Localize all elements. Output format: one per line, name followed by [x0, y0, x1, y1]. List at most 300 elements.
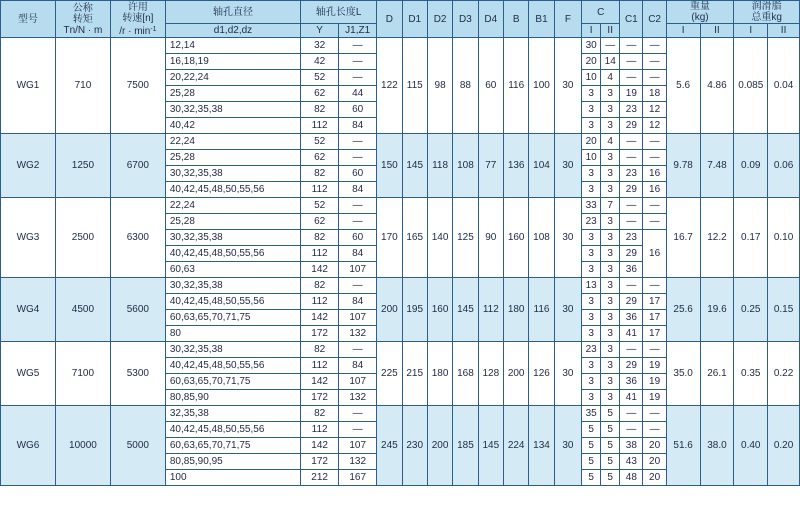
length-y-cell: 82 — [301, 406, 339, 422]
length-j-cell: 107 — [339, 310, 377, 326]
speed-cell: 6700 — [110, 134, 165, 198]
dim-D4-cell: 112 — [478, 278, 503, 342]
dim-F-cell: 30 — [554, 278, 581, 342]
length-j-cell: — — [339, 134, 377, 150]
c-I-cell: 3 — [582, 246, 601, 262]
length-y-cell: 82 — [301, 166, 339, 182]
table-header — [1, 1, 800, 38]
grease-I-cell: 0.085 — [734, 38, 768, 134]
length-j-cell: — — [339, 342, 377, 358]
header-C-I: I — [582, 24, 601, 38]
length-y-cell: 142 — [301, 374, 339, 390]
length-j-cell: — — [339, 150, 377, 166]
dim-B1-cell: 104 — [529, 134, 554, 198]
dim-F-cell: 30 — [554, 198, 581, 278]
c-I-cell: 5 — [582, 422, 601, 438]
header-speed-line2: 转速[n] — [122, 12, 154, 24]
length-y-cell: 52 — [301, 198, 339, 214]
bore-diameter-cell: 25,28 — [165, 86, 300, 102]
table-row — [1, 278, 800, 294]
length-j-cell: 132 — [339, 454, 377, 470]
c2-cell: — — [643, 342, 666, 358]
c1-cell: 29 — [620, 246, 643, 262]
c1-cell: 19 — [620, 86, 643, 102]
bore-diameter-cell: 80 — [165, 326, 300, 342]
c-I-cell: 5 — [582, 438, 601, 454]
c2-cell: — — [643, 54, 666, 70]
length-y-cell: 112 — [301, 118, 339, 134]
speed-cell: 5000 — [110, 406, 165, 486]
c-I-cell: 10 — [582, 70, 601, 86]
bore-diameter-cell: 32,35,38 — [165, 406, 300, 422]
c1-cell: 41 — [620, 390, 643, 406]
c-II-cell: 3 — [601, 294, 620, 310]
c1-cell: 48 — [620, 470, 643, 486]
header-grease — [734, 1, 800, 24]
weight-II-cell: 12.2 — [700, 198, 734, 278]
weight-I-cell: 35.0 — [666, 342, 700, 406]
length-y-cell: 112 — [301, 246, 339, 262]
c-II-cell: 3 — [601, 182, 620, 198]
model-cell: WG5 — [1, 342, 56, 406]
header-speed-line1: 许用 — [127, 1, 148, 13]
c-II-cell: 14 — [601, 54, 620, 70]
bore-diameter-cell: 40,42,45,48,50,55,56 — [165, 294, 300, 310]
bore-diameter-cell: 30,32,35,38 — [165, 102, 300, 118]
c-I-cell: 3 — [582, 390, 601, 406]
c-II-cell: 5 — [601, 470, 620, 486]
bore-diameter-cell: 30,32,35,38 — [165, 342, 300, 358]
model-cell: WG3 — [1, 198, 56, 278]
length-j-cell: 84 — [339, 182, 377, 198]
c2-cell: 19 — [643, 390, 666, 406]
header-torque-line1: 公称 — [72, 2, 93, 14]
header-C: C — [582, 1, 620, 24]
dim-B1-cell: 100 — [529, 38, 554, 134]
bore-diameter-cell: 16,18,19 — [165, 54, 300, 70]
dim-F-cell: 30 — [554, 342, 581, 406]
length-y-cell: 82 — [301, 102, 339, 118]
length-j-cell: 84 — [339, 246, 377, 262]
dim-B-cell: 160 — [503, 198, 528, 278]
bore-diameter-cell: 12,14 — [165, 38, 300, 54]
dim-D1-cell: 230 — [402, 406, 427, 486]
header-weight-line2: (kg) — [691, 12, 709, 23]
c-II-cell: 3 — [601, 342, 620, 358]
length-y-cell: 62 — [301, 86, 339, 102]
dim-D2-cell: 98 — [427, 38, 452, 134]
length-j-cell: — — [339, 38, 377, 54]
bore-diameter-cell: 60,63,65,70,71,75 — [165, 438, 300, 454]
c1-cell: — — [620, 134, 643, 150]
c2-cell: — — [643, 422, 666, 438]
c2-cell: 19 — [643, 374, 666, 390]
c2-cell: 16 — [643, 166, 666, 182]
header-grease-line2: 总重kg — [751, 12, 782, 23]
dim-D-cell: 122 — [377, 38, 402, 134]
c1-cell: 43 — [620, 454, 643, 470]
grease-II-cell: 0.10 — [768, 198, 800, 278]
c2-cell: 17 — [643, 310, 666, 326]
c-II-cell: 3 — [601, 310, 620, 326]
c1-cell: 29 — [620, 182, 643, 198]
dim-D-cell: 170 — [377, 198, 402, 278]
speed-cell: 5300 — [110, 342, 165, 406]
dim-D4-cell: 77 — [478, 134, 503, 198]
c2-cell: 19 — [643, 358, 666, 374]
header-bore-length-j: J1,Z1 — [339, 24, 377, 38]
c2-cell: — — [643, 70, 666, 86]
c1-cell: — — [620, 422, 643, 438]
c2-cell: — — [643, 278, 666, 294]
length-j-cell: 44 — [339, 86, 377, 102]
c1-cell: — — [620, 54, 643, 70]
c1-cell: — — [620, 38, 643, 54]
dim-D3-cell: 125 — [453, 198, 478, 278]
table-row — [1, 134, 800, 150]
header-grease-line1: 润滑脂 — [751, 1, 782, 12]
c-II-cell: 5 — [601, 422, 620, 438]
c1-cell: — — [620, 198, 643, 214]
header-weight-line1: 重量 — [690, 1, 711, 12]
dim-D-cell: 225 — [377, 342, 402, 406]
c-II-cell: 3 — [601, 390, 620, 406]
dim-D2-cell: 200 — [427, 406, 452, 486]
length-j-cell: — — [339, 422, 377, 438]
dim-D4-cell: 90 — [478, 198, 503, 278]
bore-diameter-cell: 40,42 — [165, 118, 300, 134]
header-grease-I: I — [734, 24, 768, 38]
length-j-cell: 167 — [339, 470, 377, 486]
model-cell: WG4 — [1, 278, 56, 342]
c-I-cell: 3 — [582, 118, 601, 134]
c2-cell: — — [643, 150, 666, 166]
length-y-cell: 82 — [301, 278, 339, 294]
dim-B-cell: 224 — [503, 406, 528, 486]
grease-II-cell: 0.20 — [768, 406, 800, 486]
dim-D-cell: 150 — [377, 134, 402, 198]
c1-cell: 41 — [620, 326, 643, 342]
c1-cell: 29 — [620, 118, 643, 134]
grease-II-cell: 0.04 — [768, 38, 800, 134]
dim-D3-cell: 145 — [453, 278, 478, 342]
length-j-cell: 60 — [339, 102, 377, 118]
length-y-cell: 112 — [301, 294, 339, 310]
dim-D2-cell: 140 — [427, 198, 452, 278]
c-I-cell: 3 — [582, 102, 601, 118]
dim-B1-cell: 134 — [529, 406, 554, 486]
header-bore-diameter-symbols: d1,d2,dz — [165, 24, 300, 38]
length-j-cell: 107 — [339, 262, 377, 278]
header-C1: C1 — [620, 1, 643, 38]
table-body — [1, 38, 800, 486]
header-torque — [55, 1, 110, 38]
torque-cell: 7100 — [55, 342, 110, 406]
weight-I-cell: 9.78 — [666, 134, 700, 198]
bore-diameter-cell: 40,42,45,48,50,55,56 — [165, 182, 300, 198]
c-I-cell: 3 — [582, 262, 601, 278]
length-y-cell: 52 — [301, 70, 339, 86]
c-I-cell: 3 — [582, 326, 601, 342]
dim-D4-cell: 145 — [478, 406, 503, 486]
c2-cell: 17 — [643, 294, 666, 310]
c2-cell: 16 — [643, 182, 666, 198]
length-y-cell: 112 — [301, 358, 339, 374]
model-cell: WG2 — [1, 134, 56, 198]
length-y-cell: 52 — [301, 134, 339, 150]
weight-II-cell: 26.1 — [700, 342, 734, 406]
weight-I-cell: 25.6 — [666, 278, 700, 342]
length-j-cell: 84 — [339, 294, 377, 310]
speed-cell: 7500 — [110, 38, 165, 134]
dim-D3-cell: 108 — [453, 134, 478, 198]
bore-diameter-cell: 30,32,35,38 — [165, 278, 300, 294]
length-y-cell: 32 — [301, 38, 339, 54]
c-II-cell: 3 — [601, 214, 620, 230]
dim-D1-cell: 195 — [402, 278, 427, 342]
length-y-cell: 112 — [301, 182, 339, 198]
header-speed-unit: /r · min — [119, 25, 151, 37]
dim-D1-cell: 215 — [402, 342, 427, 406]
length-j-cell: 107 — [339, 374, 377, 390]
header-speed — [110, 1, 165, 38]
bore-diameter-cell: 20,22,24 — [165, 70, 300, 86]
length-j-cell: 132 — [339, 390, 377, 406]
c-II-cell: 3 — [601, 278, 620, 294]
c2-cell: — — [643, 406, 666, 422]
length-y-cell: 112 — [301, 422, 339, 438]
c2-cell: 12 — [643, 102, 666, 118]
c-I-cell: 20 — [582, 54, 601, 70]
model-cell: WG6 — [1, 406, 56, 486]
dim-D1-cell: 145 — [402, 134, 427, 198]
header-weight-II: II — [700, 24, 734, 38]
bore-diameter-cell: 60,63,65,70,71,75 — [165, 374, 300, 390]
bore-diameter-cell: 25,28 — [165, 150, 300, 166]
grease-I-cell: 0.09 — [734, 134, 768, 198]
bore-diameter-cell: 22,24 — [165, 198, 300, 214]
c-II-cell: 3 — [601, 246, 620, 262]
dim-B-cell: 180 — [503, 278, 528, 342]
bore-diameter-cell: 30,32,35,38 — [165, 230, 300, 246]
c1-cell: — — [620, 150, 643, 166]
torque-cell: 1250 — [55, 134, 110, 198]
c1-cell: 36 — [620, 374, 643, 390]
bore-diameter-cell: 60,63,65,70,71,75 — [165, 310, 300, 326]
c-II-cell: 4 — [601, 70, 620, 86]
speed-cell: 5600 — [110, 278, 165, 342]
torque-cell: 4500 — [55, 278, 110, 342]
dim-D3-cell: 168 — [453, 342, 478, 406]
c-I-cell: 5 — [582, 454, 601, 470]
c1-cell: 38 — [620, 438, 643, 454]
speed-cell: 6300 — [110, 198, 165, 278]
c-II-cell: 3 — [601, 326, 620, 342]
dim-B-cell: 116 — [503, 38, 528, 134]
c-I-cell: 20 — [582, 134, 601, 150]
length-j-cell: 107 — [339, 438, 377, 454]
header-bore-length: 轴孔长度L — [301, 1, 377, 24]
c-I-cell: 33 — [582, 198, 601, 214]
c-II-cell: 3 — [601, 86, 620, 102]
c2-cell: 20 — [643, 470, 666, 486]
c-I-cell: 3 — [582, 166, 601, 182]
dim-D4-cell: 128 — [478, 342, 503, 406]
grease-II-cell: 0.22 — [768, 342, 800, 406]
c-II-cell: 3 — [601, 358, 620, 374]
length-y-cell: 82 — [301, 342, 339, 358]
length-y-cell: 172 — [301, 326, 339, 342]
c1-cell: — — [620, 406, 643, 422]
torque-cell: 710 — [55, 38, 110, 134]
c1-cell: 29 — [620, 358, 643, 374]
dim-D2-cell: 180 — [427, 342, 452, 406]
bore-diameter-cell: 22,24 — [165, 134, 300, 150]
c-II-cell: 3 — [601, 166, 620, 182]
length-j-cell: 132 — [339, 326, 377, 342]
bore-diameter-cell: 40,42,45,48,50,55,56 — [165, 358, 300, 374]
c1-cell: 29 — [620, 294, 643, 310]
c-I-cell: 3 — [582, 358, 601, 374]
c-I-cell: 3 — [582, 374, 601, 390]
length-y-cell: 212 — [301, 470, 339, 486]
weight-II-cell: 7.48 — [700, 134, 734, 198]
dim-F-cell: 30 — [554, 134, 581, 198]
header-speed-unit-exp: -1 — [150, 25, 157, 33]
length-y-cell: 82 — [301, 230, 339, 246]
dim-B1-cell: 116 — [529, 278, 554, 342]
table-row — [1, 342, 800, 358]
c1-cell: 36 — [620, 310, 643, 326]
dim-B1-cell: 126 — [529, 342, 554, 406]
c-I-cell: 35 — [582, 406, 601, 422]
header-F: F — [554, 1, 581, 38]
dim-D2-cell: 118 — [427, 134, 452, 198]
c1-cell: 36 — [620, 262, 643, 278]
torque-cell: 10000 — [55, 406, 110, 486]
dim-B-cell: 200 — [503, 342, 528, 406]
header-D2: D2 — [427, 1, 452, 38]
dim-D3-cell: 88 — [453, 38, 478, 134]
dim-D4-cell: 60 — [478, 38, 503, 134]
c-I-cell: 3 — [582, 294, 601, 310]
length-j-cell: — — [339, 54, 377, 70]
grease-I-cell: 0.35 — [734, 342, 768, 406]
c2-cell: — — [643, 214, 666, 230]
grease-I-cell: 0.25 — [734, 278, 768, 342]
length-y-cell: 42 — [301, 54, 339, 70]
bore-diameter-cell: 80,85,90 — [165, 390, 300, 406]
c-II-cell: 3 — [601, 150, 620, 166]
header-torque-line2: 转矩 — [72, 13, 93, 25]
bore-diameter-cell: 40,42,45,48,50,55,56 — [165, 246, 300, 262]
length-y-cell: 142 — [301, 262, 339, 278]
header-torque-unit: Tn/N · m — [63, 24, 103, 36]
header-weight — [666, 1, 734, 24]
c-I-cell: 30 — [582, 38, 601, 54]
bore-diameter-cell: 25,28 — [165, 214, 300, 230]
length-j-cell: 84 — [339, 358, 377, 374]
c-II-cell: 3 — [601, 374, 620, 390]
c-I-cell: 3 — [582, 310, 601, 326]
grease-II-cell: 0.06 — [768, 134, 800, 198]
c1-cell: 23 — [620, 230, 643, 246]
dim-F-cell: 30 — [554, 38, 581, 134]
header-model: 型号 — [1, 1, 56, 38]
dim-B-cell: 136 — [503, 134, 528, 198]
length-j-cell: — — [339, 214, 377, 230]
c1-cell: 23 — [620, 166, 643, 182]
header-weight-I: I — [666, 24, 700, 38]
torque-cell: 2500 — [55, 198, 110, 278]
grease-II-cell: 0.15 — [768, 278, 800, 342]
length-j-cell: — — [339, 406, 377, 422]
grease-I-cell: 0.40 — [734, 406, 768, 486]
c2-cell: 16 — [643, 230, 666, 278]
bore-diameter-cell: 40,42,45,48,50,55,56 — [165, 422, 300, 438]
header-grease-II: II — [768, 24, 800, 38]
c1-cell: 23 — [620, 102, 643, 118]
length-y-cell: 142 — [301, 310, 339, 326]
c2-cell: 20 — [643, 438, 666, 454]
table-row — [1, 38, 800, 54]
c2-cell: — — [643, 198, 666, 214]
dim-D-cell: 200 — [377, 278, 402, 342]
c2-cell: 20 — [643, 454, 666, 470]
header-D: D — [377, 1, 402, 38]
c-I-cell: 3 — [582, 230, 601, 246]
c-II-cell: 3 — [601, 230, 620, 246]
header-bore-length-y: Y — [301, 24, 339, 38]
c2-cell: 17 — [643, 326, 666, 342]
dim-B1-cell: 108 — [529, 198, 554, 278]
header-D3: D3 — [453, 1, 478, 38]
c2-cell: 18 — [643, 86, 666, 102]
header-C2: C2 — [643, 1, 666, 38]
table-row — [1, 406, 800, 422]
c-II-cell: 7 — [601, 198, 620, 214]
dim-D1-cell: 165 — [402, 198, 427, 278]
c1-cell: — — [620, 342, 643, 358]
length-y-cell: 172 — [301, 454, 339, 470]
c2-cell: — — [643, 38, 666, 54]
length-y-cell: 62 — [301, 214, 339, 230]
c-I-cell: 5 — [582, 470, 601, 486]
header-D4: D4 — [478, 1, 503, 38]
header-bore-diameter: 轴孔直径 — [165, 1, 300, 24]
weight-II-cell: 4.86 — [700, 38, 734, 134]
c-II-cell: 5 — [601, 438, 620, 454]
c-II-cell: 3 — [601, 102, 620, 118]
c-I-cell: 23 — [582, 342, 601, 358]
c-II-cell: 4 — [601, 134, 620, 150]
weight-I-cell: 5.6 — [666, 38, 700, 134]
header-B1: B1 — [529, 1, 554, 38]
header-C-II: II — [601, 24, 620, 38]
weight-I-cell: 51.6 — [666, 406, 700, 486]
length-y-cell: 142 — [301, 438, 339, 454]
c-II-cell: 5 — [601, 406, 620, 422]
c-I-cell: 3 — [582, 86, 601, 102]
length-j-cell: 60 — [339, 166, 377, 182]
c1-cell: — — [620, 278, 643, 294]
length-y-cell: 62 — [301, 150, 339, 166]
c-I-cell: 3 — [582, 182, 601, 198]
header-speed-unit-wrap — [111, 24, 165, 37]
c-I-cell: 23 — [582, 214, 601, 230]
c1-cell: — — [620, 214, 643, 230]
length-j-cell: 60 — [339, 230, 377, 246]
